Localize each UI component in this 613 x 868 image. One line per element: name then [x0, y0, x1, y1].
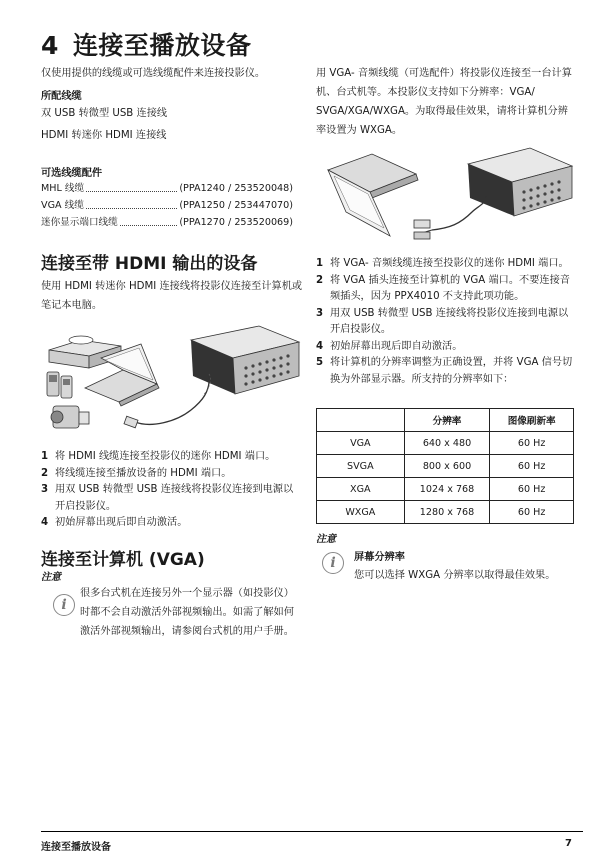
hdmi-step — [41, 466, 303, 483]
intro-text: 仅使用提供的线缆或可选线缆配件来连接投影仪。 — [41, 68, 266, 79]
vga-step — [316, 273, 574, 306]
step-number: 1 — [41, 451, 49, 462]
hdmi-section-title: 连接至带 HDMI 输出的设备 — [41, 254, 258, 274]
step-text: 将计算机的分辨率调整为正确设置，并将 VGA 信号切换为外部显示器。所支持的分辨率如下： — [330, 357, 573, 385]
vga-connection-illustration — [320, 140, 582, 250]
vga-intro: 用 VGA- 音频线缆（可选配件）将投影仪连接至一台计算机、台式机等。本投影仪支持如下分辨率：VGA/ SVGA/XGA/WXGA。为取得最佳效果，请将计算机分辨率设置为 WXGA。 — [316, 68, 572, 136]
vga-step — [316, 339, 574, 356]
optional-cable-list — [41, 180, 293, 231]
projector-icon — [191, 326, 299, 394]
cable-code: (PPA1250 / 253447070) — [179, 200, 293, 211]
table-cell: WXGA — [317, 501, 405, 524]
cable-name: MHL 线缆 — [41, 183, 85, 194]
step-number: 4 — [316, 340, 324, 352]
chapter-title — [41, 26, 251, 62]
table-cell: 60 Hz — [490, 478, 574, 501]
laptop-icon — [328, 154, 418, 236]
note2-text: 您可以选择 WXGA 分辨率以取得最佳效果。 — [354, 570, 556, 581]
vga-step — [316, 355, 574, 388]
note-label: 注意 — [41, 572, 61, 583]
chapter-number: 4 — [41, 31, 59, 60]
step-number: 4 — [41, 517, 49, 528]
cable-code: (PPA1240 / 253520048) — [179, 183, 293, 194]
supplied-cable-1: 双 USB 转微型 USB 连接线 — [41, 108, 168, 119]
hdmi-connection-illustration — [41, 322, 303, 446]
table-header-cell: 图像刷新率 — [490, 409, 574, 432]
hdmi-steps — [41, 449, 303, 532]
hdmi-step — [41, 449, 303, 466]
table-cell: 60 Hz — [490, 455, 574, 478]
footer-title: 连接至播放设备 — [41, 842, 111, 853]
page-number: 7 — [565, 838, 572, 849]
table-header-row — [317, 409, 574, 432]
vga-section-title: 连接至计算机 (VGA) — [41, 550, 205, 570]
cable-name: 迷你显示端口线缆 — [41, 217, 118, 228]
chapter-title-text: 连接至播放设备 — [72, 31, 252, 60]
table-cell: SVGA — [317, 455, 405, 478]
step-text: 将线缆连接至播放设备的 HDMI 端口。 — [55, 467, 232, 479]
table-header-cell: 分辨率 — [404, 409, 490, 432]
info-icon: i — [322, 552, 344, 574]
table-row — [317, 432, 574, 455]
step-text: 初始屏幕出现后即自动激活。 — [330, 340, 463, 352]
step-number: 2 — [41, 467, 49, 479]
step-text: 将 VGA 插头连接至计算机的 VGA 端口。不要连接音频插头，因为 PPX4010 不支持此项功能。 — [330, 274, 570, 302]
table-row — [317, 501, 574, 524]
table-cell: 640 x 480 — [404, 432, 490, 455]
step-number: 2 — [316, 274, 324, 286]
step-text: 用双 USB 转微型 USB 连接线将投影仪连接到电源以开启投影仪。 — [330, 307, 569, 335]
info-icon: i — [53, 594, 75, 616]
step-text: 将 VGA- 音频线缆连接至投影仪的迷你 HDMI 端口。 — [330, 258, 569, 269]
cable-code: (PPA1270 / 253520069) — [179, 217, 293, 228]
mobile-phone-icon — [47, 372, 72, 398]
supplied-cable-2: HDMI 转迷你 HDMI 连接线 — [41, 130, 167, 141]
hdmi-intro: 使用 HDMI 转迷你 HDMI 连接线将投影仪连接至计算机或笔记本电脑。 — [41, 281, 303, 311]
table-cell: 1280 x 768 — [404, 501, 490, 524]
step-number: 1 — [316, 258, 324, 269]
table-header-cell — [317, 409, 405, 432]
vga-steps — [316, 256, 574, 388]
step-text: 用双 USB 转微型 USB 连接线将投影仪连接到电源以开启投影仪。 — [55, 484, 294, 512]
optional-cable-row — [41, 197, 293, 214]
step-number: 3 — [316, 307, 324, 319]
table-cell: 800 x 600 — [404, 455, 490, 478]
resolution-table — [316, 408, 574, 524]
step-text: 初始屏幕出现后即自动激活。 — [55, 517, 188, 528]
table-cell: VGA — [317, 432, 405, 455]
table-cell: XGA — [317, 478, 405, 501]
optional-heading: 可选线缆配件 — [41, 168, 103, 179]
hdmi-step — [41, 515, 303, 532]
hdmi-step — [41, 482, 303, 515]
table-cell: 1024 x 768 — [404, 478, 490, 501]
cable-name: VGA 线缆 — [41, 200, 84, 211]
note2-title: 屏幕分辨率 — [354, 552, 405, 563]
table-cell: 60 Hz — [490, 432, 574, 455]
note-label: 注意 — [316, 534, 336, 545]
table-row — [317, 478, 574, 501]
camcorder-icon — [51, 406, 89, 428]
optional-cable-row — [41, 214, 293, 231]
supplied-heading: 所配线缆 — [41, 91, 82, 102]
step-number: 5 — [316, 357, 324, 368]
vga-step — [316, 306, 574, 339]
vga-note-text: 很多台式机在连接另外一个显示器（如投影仪）时都不会自动激活外部视频输出。如需了解如何激活外部视频输出，请参阅台式机的用户手册。 — [80, 588, 294, 637]
optional-cable-row — [41, 180, 293, 197]
table-cell: 60 Hz — [490, 501, 574, 524]
step-text: 将 HDMI 线缆连接至投影仪的迷你 HDMI 端口。 — [55, 451, 276, 462]
projector-icon — [468, 148, 572, 216]
step-number: 3 — [41, 484, 49, 495]
footer-divider — [41, 831, 583, 832]
table-row — [317, 455, 574, 478]
vga-step — [316, 256, 574, 273]
